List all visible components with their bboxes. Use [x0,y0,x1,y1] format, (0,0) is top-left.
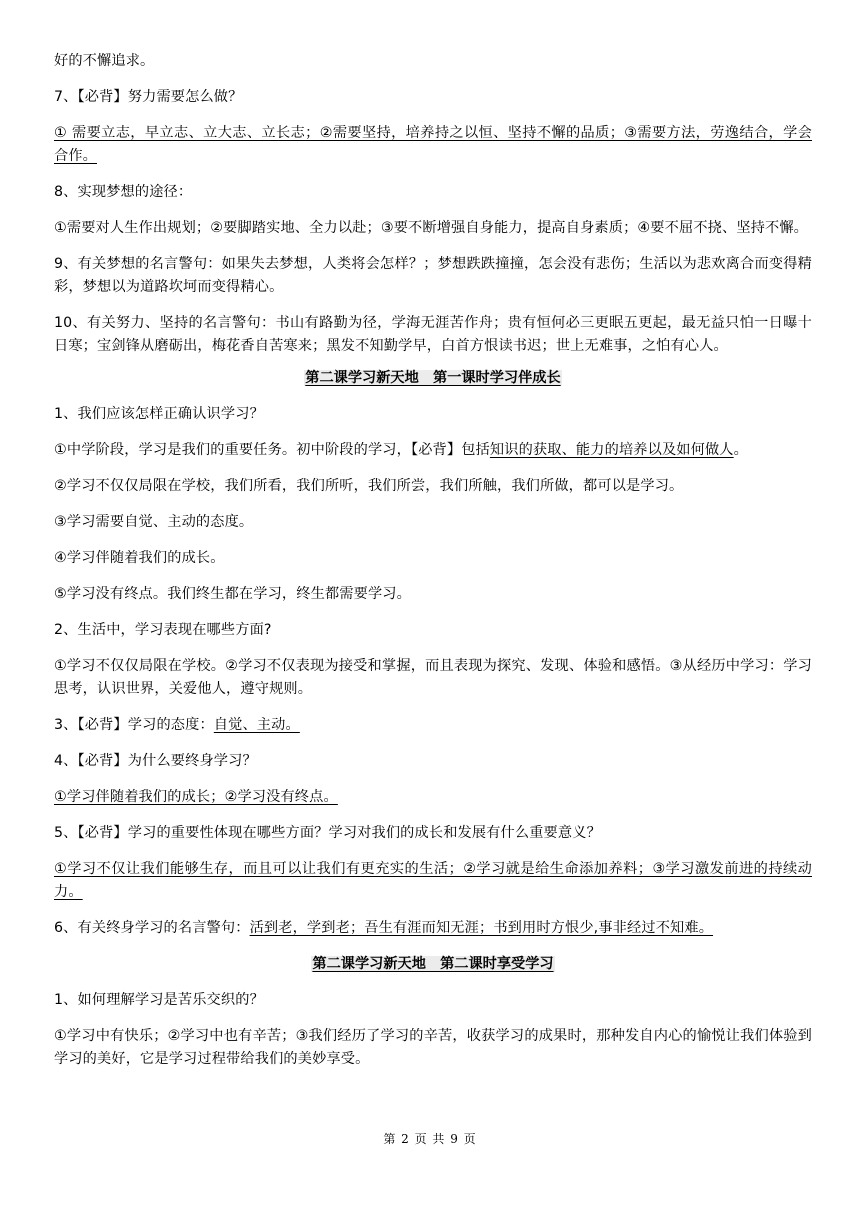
answer-1-item-3: ③学习需要自觉、主动的态度。 [54,514,254,530]
underlined-key-point: 活到老，学到老；吾生有涯而知无涯；书到用时方恨少,事非经过不知难。 [249,920,714,936]
answer-7: ① 需要立志，早立志、立大志、立长志；②需要坚持，培养持之以恒、坚持不懈的品质；③需要方法，劳逸结合，学会合作。 [54,125,812,164]
paragraph: 好的不懈追求。 [54,53,155,69]
answer-5: ①学习不仅让我们能够生存，而且可以让我们有更充实的生活；②学习就是给生命添加养料；③学习激发前进的持续动力。 [54,861,812,900]
text-run: 6、有关终身学习的名言警句： [54,920,250,936]
text-run: ①中学阶段，学习是我们的重要任务。初中阶段的学习，【必背】包括 [54,442,490,458]
section-heading-lesson2-2 [54,953,812,976]
question-2: 2、生活中，学习表现在哪些方面? [54,622,272,638]
answer-2: ①学习不仅仅局限在学校。②学习不仅表现为接受和掌握，而且表现为探究、发现、体验和感悟。③从经历中学习：学习思考，认识世界，关爱他人，遵守规则。 [54,658,812,697]
answer-1-item-5: ⑤学习没有终点。我们终生都在学习，终生都需要学习。 [54,586,411,602]
text-run: 3、【必背】学习的态度： [54,717,214,733]
section-heading-lesson2-1 [54,367,812,390]
question-1: 1、我们应该怎样正确认识学习？ [54,406,264,422]
answer-1-b: ①学习中有快乐；②学习中也有辛苦；③我们经历了学习的辛苦，收获学习的成果时，那种发自内心的愉悦让我们体验到学习的美好，它是学习过程带给我们的美妙享受。 [54,1028,812,1067]
answer-1-item-4: ④学习伴随着我们的成长。 [54,550,225,566]
document-page [54,50,812,1084]
question-8: 8、实现梦想的途径： [54,184,193,200]
section-heading-text: 第二课学习新天地 第一课时学习伴成长 [305,370,561,386]
question-4: 4、【必背】为什么要终身学习？ [54,753,257,769]
quotes-learning [54,917,812,940]
answer-8: ①需要对人生作出规划；②要脚踏实地、全力以赴；③要不断增强自身能力，提高自身素质；④要不屈不挠、坚持不懈。 [54,220,809,236]
question-5: 5、【必背】学习的重要性体现在哪些方面？学习对我们的成长和发展有什么重要意义？ [54,825,601,841]
answer-1-item-2: ②学习不仅仅局限在学校，我们所看，我们所听，我们所尝，我们所触，我们所做，都可以是学习。 [54,478,684,494]
text-run: 。 [733,442,748,458]
underlined-key-point: 自觉、主动。 [213,717,300,733]
quotes-effort: 10、有关努力、坚持的名言警句：书山有路勤为径，学海无涯苦作舟；贵有恒何必三更眠五更起，最无益只怕一日曝十日寒；宝剑锋从磨砺出，梅花香自苦寒来；黑发不知勤学早，白首方恨读书迟；世上无难事，之怕有心人。 [54,315,812,354]
question-7: 7、【必背】努力需要怎么做？ [54,89,243,105]
question-1-b: 1、如何理解学习是苦乐交织的？ [54,992,264,1008]
section-heading-text: 第二课学习新天地 第二课时享受学习 [312,956,554,972]
underlined-key-point: 知识的获取、能力的培养以及如何做人 [489,442,734,458]
page-number-footer: 第 2 页 共 9 页 [383,1132,477,1146]
answer-1-item-1 [54,439,812,462]
quotes-dream: 9、有关梦想的名言警句：如果失去梦想，人类将会怎样？；梦想跌跌撞撞，怎会没有悲伤；生活以为悲欢离合而变得精彩，梦想以为道路坎坷而变得精心。 [54,256,812,295]
answer-4: ①学习伴随着我们的成长；②学习没有终点。 [54,789,338,805]
question-3 [54,714,812,737]
